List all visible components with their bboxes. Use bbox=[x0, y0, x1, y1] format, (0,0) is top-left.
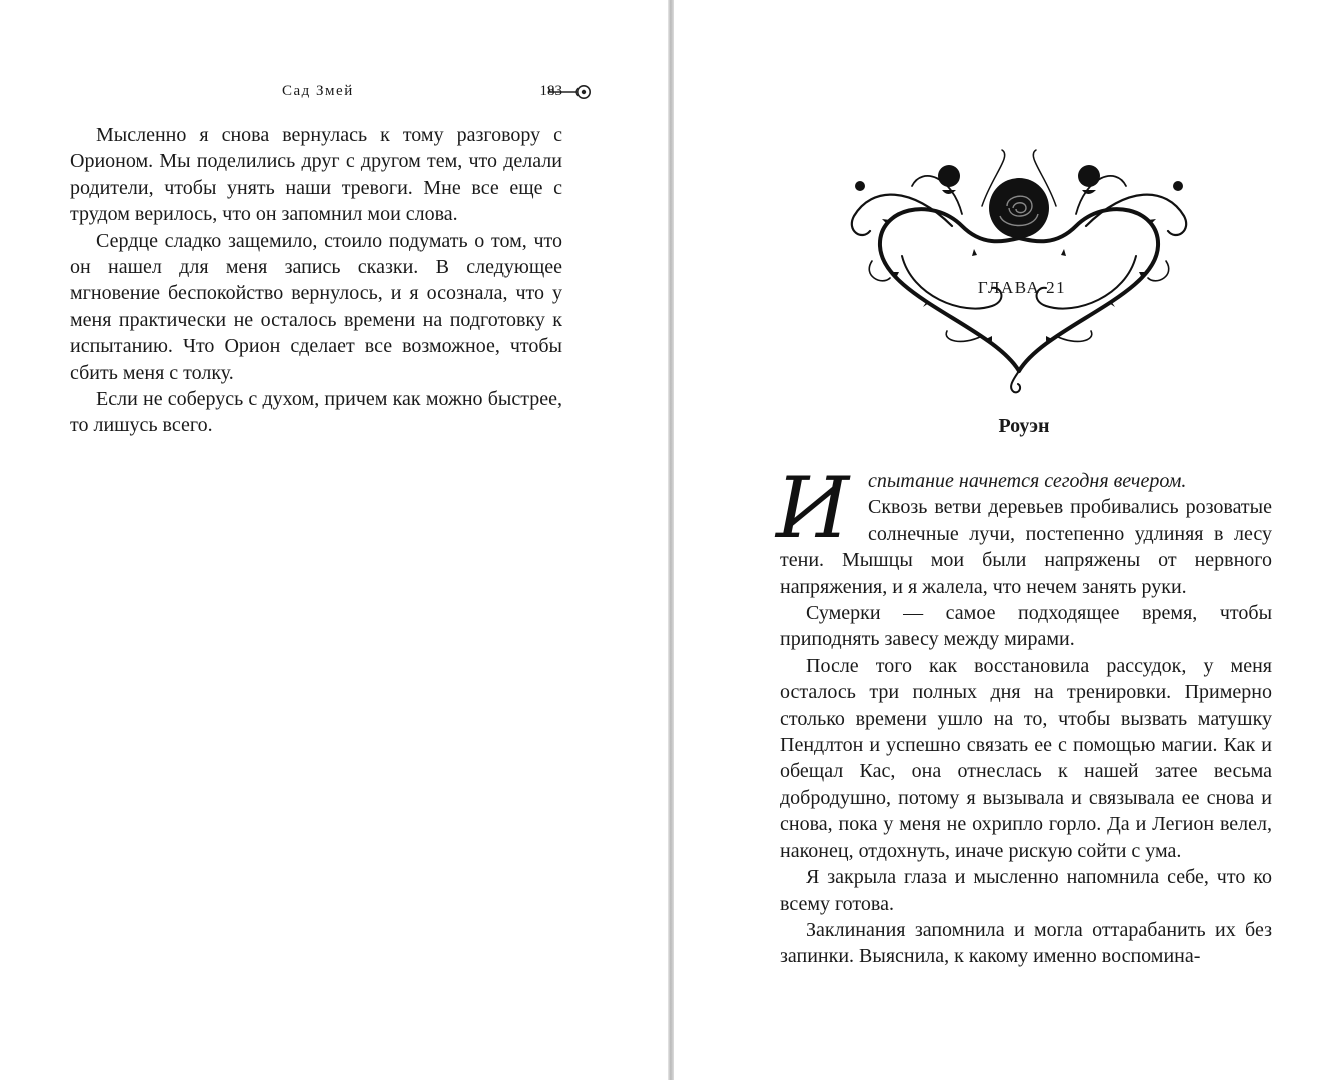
running-head bbox=[70, 80, 562, 104]
paragraph: Если не соберусь с духом, причем как можно быстрее, то лишусь всего. bbox=[70, 388, 562, 437]
heart-roses-thorns-ornament bbox=[842, 146, 1196, 398]
paragraph: Сумерки — самое подходящее время, чтобы приподнять завесу между мирами. bbox=[780, 602, 1272, 651]
page-number: 183 bbox=[539, 83, 562, 99]
paragraph: Сердце сладко защемило, стоило подумать о том, что он нашел для меня запись сказки. В следующее мгновение беспокойство вернулось, и я осознала, что у меня практически не осталось времени на подготовку к испытанию. Что Орион сделает все возможное, чтобы сбить меня с толку. bbox=[70, 229, 562, 384]
right-page bbox=[674, 0, 1342, 1080]
lead-italic: спытание начнется сегодня вечером. bbox=[868, 470, 1187, 492]
right-body-text bbox=[776, 459, 1272, 970]
paragraph: Заклинания запомнила и могла оттарабанить их без запинки. Выяснила, к какому именно воспомина- bbox=[780, 918, 1272, 968]
first-paragraph-text: Сквозь ветви деревьев пробивались розоватые солнечные лучи, постепенно удлиняя в лесу тени. Мышцы мои были напряжены от нервного напряжения, и я жалела, что нечем занять руки. bbox=[780, 496, 1272, 598]
running-title: Сад Змей bbox=[282, 83, 354, 99]
paragraph: Мысленно я снова вернулась к тому разговору с Орионом. Мы поделились друг с другом тем, что делали родители, чтобы унять наши тревоги. Мне все еще с трудом верилось, что он запомнил мои слова. bbox=[70, 124, 562, 226]
left-page bbox=[0, 0, 668, 1080]
left-body-text bbox=[70, 122, 562, 439]
chapter-label: ГЛАВА 21 bbox=[977, 278, 1067, 297]
pov-heading: Роуэн bbox=[998, 415, 1050, 437]
paragraph: Я закрыла глаза и мысленно напомнила себе, что ко всему готова. bbox=[780, 866, 1272, 915]
first-paragraph bbox=[776, 459, 1272, 600]
drop-cap: И bbox=[776, 459, 850, 557]
paragraph: После того как восстановила рассудок, у меня осталось три полных дня на тренировки. Примерно столько времени ушло на то, чтобы вызвать матушку Пендлтон и успешно связать ее с помощью магии. Как и обещал Кас, она отнеслась к нашей затее весьма добродушно, потому я вызывала и связывала ее снова и снова, пока у меня не охрипло горло. Да и Легион велел, наконец, отдохнуть, иначе рискую сойти с ума. bbox=[780, 654, 1272, 862]
